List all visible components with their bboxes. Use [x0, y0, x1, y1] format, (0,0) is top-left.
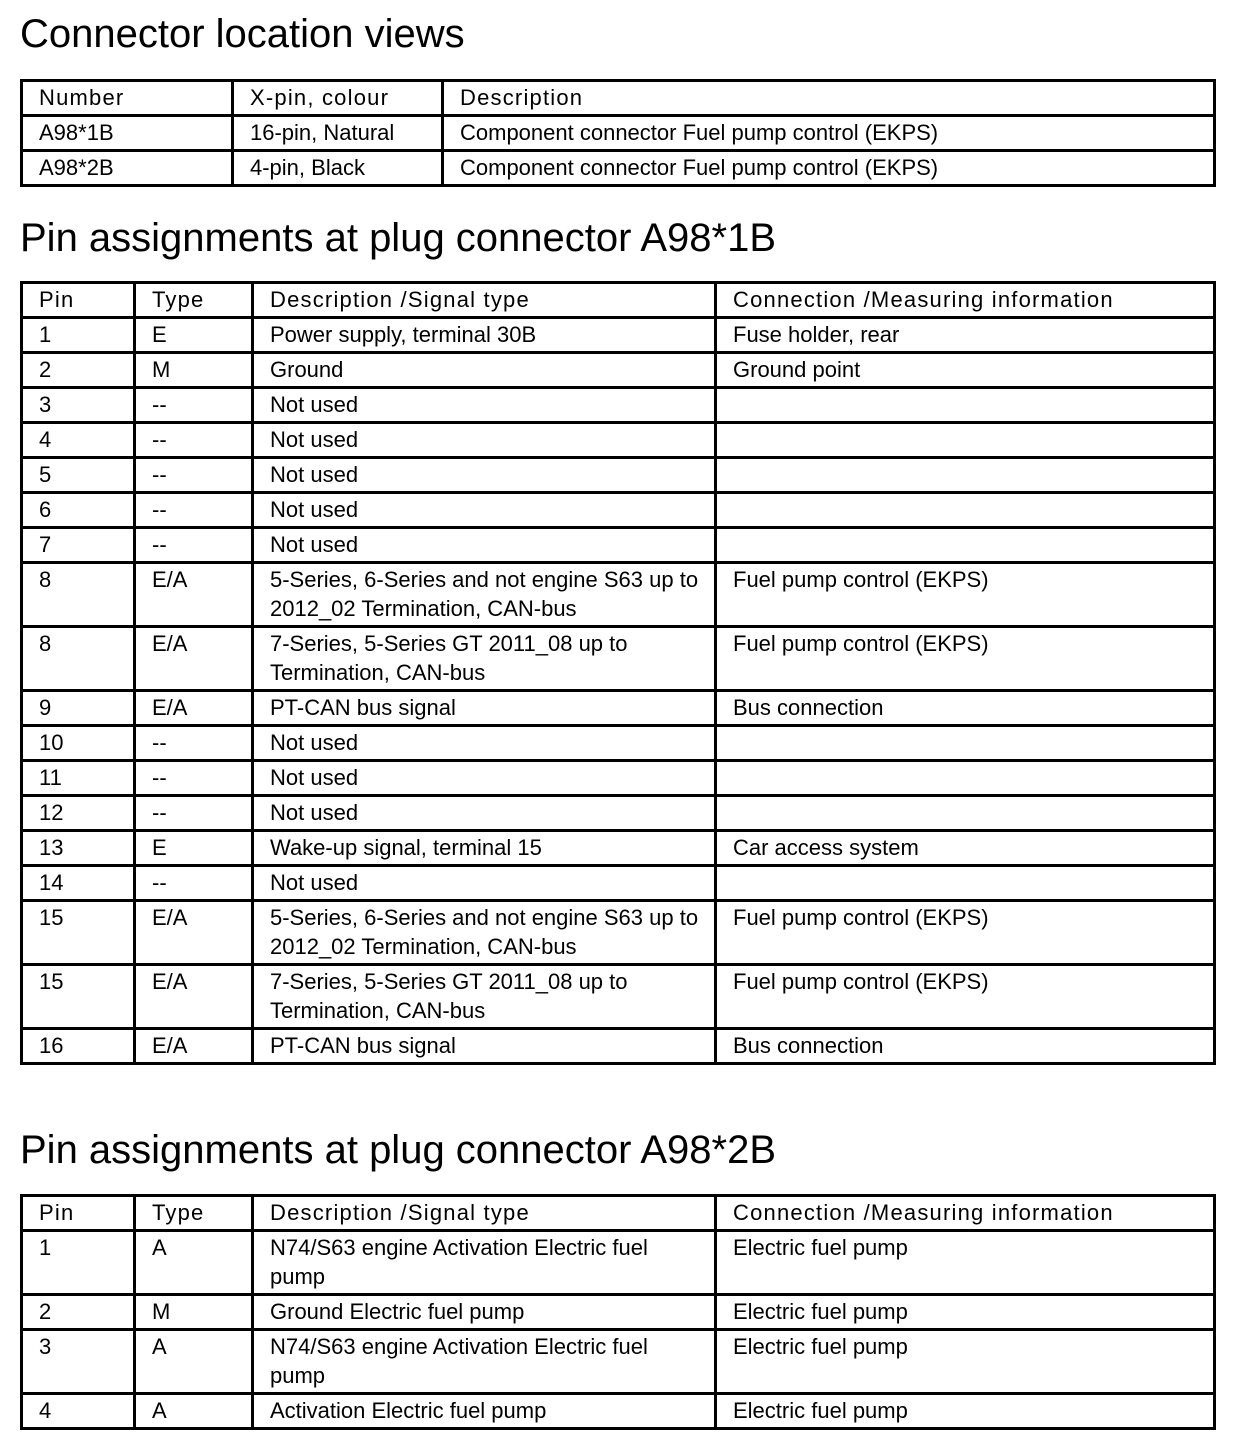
table-cell: -- — [135, 761, 253, 796]
table-cell: E — [135, 318, 253, 353]
table-cell: 7 — [22, 528, 135, 563]
table-row — [22, 1029, 1215, 1064]
pin-assignments-a98-1b-table — [20, 281, 1216, 1065]
table-cell: E/A — [135, 691, 253, 726]
table-row — [22, 761, 1215, 796]
table-cell: Not used — [253, 796, 716, 831]
column-header: Pin — [22, 283, 135, 318]
table-row — [22, 726, 1215, 761]
table-cell: Not used — [253, 493, 716, 528]
table-cell: PT-CAN bus signal — [253, 691, 716, 726]
table-header-row — [22, 81, 1215, 116]
table-cell: 8 — [22, 627, 135, 691]
table-cell: Fuse holder, rear — [716, 318, 1215, 353]
table-cell: Component connector Fuel pump control (EKPS) — [443, 116, 1215, 151]
table-cell — [716, 388, 1215, 423]
table-cell: Component connector Fuel pump control (EKPS) — [443, 151, 1215, 186]
table-row — [22, 563, 1215, 627]
table-cell: Electric fuel pump — [716, 1295, 1215, 1330]
table-row — [22, 1394, 1215, 1429]
connector-location-title: Connector location views — [20, 12, 465, 56]
table-cell: A98*2B — [22, 151, 233, 186]
table-cell: 9 — [22, 691, 135, 726]
table-cell: 4-pin, Black — [233, 151, 443, 186]
table-cell: E/A — [135, 1029, 253, 1064]
column-header: Pin — [22, 1196, 135, 1231]
table-cell: 13 — [22, 831, 135, 866]
table-row — [22, 151, 1215, 186]
table-cell: 3 — [22, 388, 135, 423]
table-row — [22, 691, 1215, 726]
table-row — [22, 116, 1215, 151]
table-cell — [716, 726, 1215, 761]
table-cell: 11 — [22, 761, 135, 796]
table-cell: Fuel pump control (EKPS) — [716, 901, 1215, 965]
table-cell: A — [135, 1394, 253, 1429]
table-cell: PT-CAN bus signal — [253, 1029, 716, 1064]
column-header: X-pin, colour — [233, 81, 443, 116]
table-cell: Not used — [253, 726, 716, 761]
table-row — [22, 1330, 1215, 1394]
table-cell: 7-Series, 5-Series GT 2011_08 up to Termination, CAN-bus — [253, 965, 716, 1029]
table-cell — [716, 796, 1215, 831]
table-cell: -- — [135, 866, 253, 901]
table-cell: M — [135, 1295, 253, 1330]
column-header: Description /Signal type — [253, 283, 716, 318]
table-row — [22, 493, 1215, 528]
table-cell: Activation Electric fuel pump — [253, 1394, 716, 1429]
table-cell: Electric fuel pump — [716, 1330, 1215, 1394]
column-header: Connection /Measuring information — [716, 1196, 1215, 1231]
pin-assignments-a98-1b-title: Pin assignments at plug connector A98*1B — [20, 216, 777, 260]
table-cell: A — [135, 1330, 253, 1394]
table-cell: 5 — [22, 458, 135, 493]
table-header-row — [22, 283, 1215, 318]
table-row — [22, 1231, 1215, 1295]
table-row — [22, 458, 1215, 493]
table-cell — [716, 493, 1215, 528]
table-cell: 1 — [22, 1231, 135, 1295]
table-row — [22, 627, 1215, 691]
table-cell: N74/S63 engine Activation Electric fuel pump — [253, 1330, 716, 1394]
table-cell: 7-Series, 5-Series GT 2011_08 up to Termination, CAN-bus — [253, 627, 716, 691]
table-cell — [716, 528, 1215, 563]
table-cell: Electric fuel pump — [716, 1394, 1215, 1429]
table-cell: E/A — [135, 965, 253, 1029]
column-header: Description /Signal type — [253, 1196, 716, 1231]
table-cell — [716, 458, 1215, 493]
table-cell: -- — [135, 493, 253, 528]
table-cell: 16 — [22, 1029, 135, 1064]
column-header: Type — [135, 283, 253, 318]
table-cell: N74/S63 engine Activation Electric fuel pump — [253, 1231, 716, 1295]
table-row — [22, 831, 1215, 866]
table-cell: Wake-up signal, terminal 15 — [253, 831, 716, 866]
table-cell: Fuel pump control (EKPS) — [716, 563, 1215, 627]
pin-assignments-a98-2b-title: Pin assignments at plug connector A98*2B — [20, 1128, 777, 1172]
table-cell — [716, 423, 1215, 458]
table-cell: Bus connection — [716, 1029, 1215, 1064]
column-header: Type — [135, 1196, 253, 1231]
table-cell: 8 — [22, 563, 135, 627]
table-cell: 15 — [22, 965, 135, 1029]
table-cell: Not used — [253, 866, 716, 901]
table-cell: -- — [135, 388, 253, 423]
table-cell: -- — [135, 528, 253, 563]
table-cell: 4 — [22, 423, 135, 458]
table-cell: Not used — [253, 761, 716, 796]
table-cell: Electric fuel pump — [716, 1231, 1215, 1295]
column-header: Connection /Measuring information — [716, 283, 1215, 318]
column-header: Description — [443, 81, 1215, 116]
table-cell: -- — [135, 423, 253, 458]
table-cell — [716, 866, 1215, 901]
table-cell: Ground — [253, 353, 716, 388]
table-cell: 5-Series, 6-Series and not engine S63 up to 2012_02 Termination, CAN-bus — [253, 901, 716, 965]
table-row — [22, 528, 1215, 563]
table-cell: A — [135, 1231, 253, 1295]
table-cell: -- — [135, 458, 253, 493]
table-cell: 5-Series, 6-Series and not engine S63 up to 2012_02 Termination, CAN-bus — [253, 563, 716, 627]
table-cell: Car access system — [716, 831, 1215, 866]
table-cell: Not used — [253, 423, 716, 458]
table-cell: A98*1B — [22, 116, 233, 151]
table-cell: 15 — [22, 901, 135, 965]
table-cell: Bus connection — [716, 691, 1215, 726]
table-row — [22, 353, 1215, 388]
table-cell: 2 — [22, 1295, 135, 1330]
table-cell: Not used — [253, 388, 716, 423]
table-cell: E/A — [135, 901, 253, 965]
table-cell: E/A — [135, 563, 253, 627]
table-cell: -- — [135, 796, 253, 831]
table-cell: Fuel pump control (EKPS) — [716, 965, 1215, 1029]
table-cell: M — [135, 353, 253, 388]
table-cell: Power supply, terminal 30B — [253, 318, 716, 353]
pin-assignments-a98-2b-table — [20, 1194, 1216, 1430]
table-cell: 14 — [22, 866, 135, 901]
table-row — [22, 1295, 1215, 1330]
table-row — [22, 423, 1215, 458]
table-row — [22, 965, 1215, 1029]
table-cell: 12 — [22, 796, 135, 831]
table-row — [22, 318, 1215, 353]
table-cell: 4 — [22, 1394, 135, 1429]
table-row — [22, 901, 1215, 965]
connector-location-table — [20, 79, 1216, 187]
table-cell: 1 — [22, 318, 135, 353]
table-row — [22, 388, 1215, 423]
table-cell: E — [135, 831, 253, 866]
table-cell: E/A — [135, 627, 253, 691]
table-row — [22, 796, 1215, 831]
column-header: Number — [22, 81, 233, 116]
table-row — [22, 866, 1215, 901]
table-cell: 10 — [22, 726, 135, 761]
table-cell: 2 — [22, 353, 135, 388]
table-header-row — [22, 1196, 1215, 1231]
table-cell: Fuel pump control (EKPS) — [716, 627, 1215, 691]
table-cell: 6 — [22, 493, 135, 528]
table-cell: Not used — [253, 458, 716, 493]
table-cell: Not used — [253, 528, 716, 563]
table-cell — [716, 761, 1215, 796]
table-cell: Ground Electric fuel pump — [253, 1295, 716, 1330]
table-cell: -- — [135, 726, 253, 761]
table-cell: Ground point — [716, 353, 1215, 388]
table-cell: 16-pin, Natural — [233, 116, 443, 151]
table-cell: 3 — [22, 1330, 135, 1394]
